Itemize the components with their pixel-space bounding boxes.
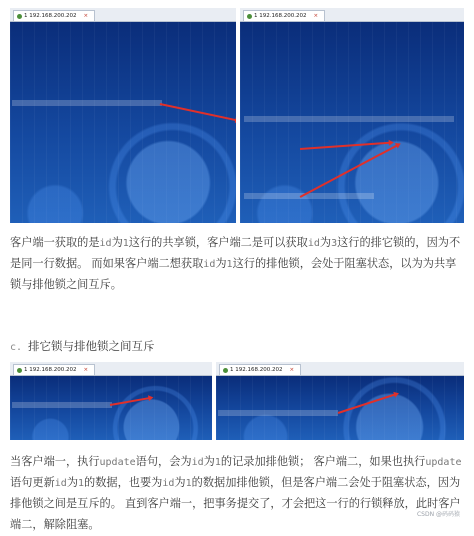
paragraph-shared-lock: 客户端一获取的是id为1这行的共享锁，客户端二是可以获取id为3这行的排它锁的，因为不是同一行数据。 而如果客户端二想获取id为1这行的排他锁，会处于阻塞状态，以为为共享锁与排他锁之间互斥。	[10, 237, 461, 291]
terminal-background	[10, 376, 212, 440]
terminal-screenshot-bottom-right	[216, 362, 464, 440]
section-heading	[10, 338, 155, 354]
terminal-output	[14, 26, 232, 84]
highlighted-command	[244, 193, 374, 199]
terminal-tabbar	[10, 362, 212, 376]
connected-icon	[17, 368, 22, 373]
terminal-tabbar	[240, 8, 464, 22]
paragraph-exclusive-lock: 当客户端一，执行update语句，会为id为1的记录加排他锁； 客户端二，如果也执行update语句更新id为1的数据，也要为id为1的数据加排他锁，但是客户端二会处于阻塞状态，因为排他锁之间是互斥的。 直到客户端一，把事务提交了，才会把这一行的行锁释放，此时客户端二，解除阻塞。	[10, 456, 462, 531]
close-icon[interactable]: ×	[83, 13, 89, 19]
terminal-screenshot-top-right	[240, 8, 464, 223]
close-icon[interactable]: ×	[313, 13, 319, 19]
section-title: 排它锁与排他锁之间互斥	[28, 341, 155, 353]
close-icon[interactable]: ×	[83, 367, 89, 373]
connected-icon	[247, 14, 252, 19]
connected-icon	[223, 368, 228, 373]
terminal-tab[interactable]: 1 192.168.200.202 ×	[219, 364, 301, 375]
highlighted-command	[12, 100, 162, 106]
section-marker: c.	[10, 342, 23, 353]
terminal-tabbar	[10, 8, 236, 22]
highlighted-command	[218, 410, 338, 416]
terminal-screenshot-top-left	[10, 8, 236, 223]
terminal-background	[216, 376, 464, 440]
connected-icon	[17, 14, 22, 19]
terminal-tab[interactable]: 1 192.168.200.202 ×	[13, 364, 95, 375]
terminal-screenshot-bottom-left	[10, 362, 212, 440]
terminal-tabbar	[216, 362, 464, 376]
highlighted-command	[12, 402, 112, 408]
terminal-tab[interactable]: 1 192.168.200.202 ×	[243, 10, 325, 21]
watermark: CSDN @码码猿	[416, 511, 460, 518]
terminal-tab[interactable]: 1 192.168.200.202 ×	[13, 10, 95, 21]
highlighted-command	[244, 116, 454, 122]
close-icon[interactable]: ×	[289, 367, 295, 373]
